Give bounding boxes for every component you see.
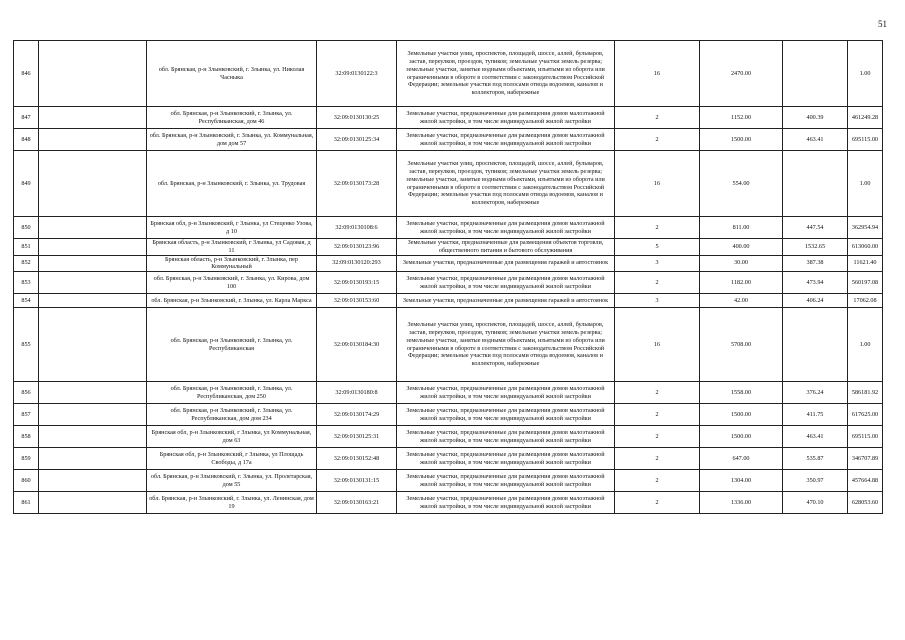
cadastral-number-cell: 32:09:0130173:28 [317,151,397,217]
land-use-cell: Земельные участки, предназначенные для размещения домов малоэтажной жилой застройки, в том числе индивидуальной жилой застройки [397,129,615,151]
area-cell: 42.00 [700,294,783,308]
area-cell: 554.00 [700,151,783,217]
cadastral-number-cell: 32:09:0130163:21 [317,492,397,514]
land-use-cell: Земельные участки, предназначенные для размещения гаражей и автостоянок [397,255,615,272]
table-body [14,41,883,514]
cadastral-number-cell: 32:09:0130122:3 [317,41,397,107]
cadastral-number-cell: 32:09:0130193:15 [317,272,397,294]
cadastral-number-cell: 32:09:0130131:15 [317,470,397,492]
row-number: 847 [14,107,39,129]
land-use-cell: Земельные участки, предназначенные для размещения домов малоэтажной жилой застройки, в том числе индивидуальной жилой застройки [397,404,615,426]
land-use-cell: Земельные участки, предназначенные для размещения домов малоэтажной жилой застройки, в том числе индивидуальной жилой застройки [397,426,615,448]
land-use-group-cell: 2 [615,272,700,294]
address-cell: Брянская обл, р-н Злынковский, г Злынка, ул Площадь Свободы, д 17а [147,448,317,470]
page-number: 51 [878,19,887,29]
blank-cell [39,492,147,514]
blank-cell [39,382,147,404]
table-row [14,294,883,308]
address-cell: Брянская область, р-н Злынковский, г. Злынка, пер Коммунальный [147,255,317,272]
area-cell: 1500.00 [700,129,783,151]
cadastral-cost-cell: 586181.92 [848,382,883,404]
area-cell: 1558.00 [700,382,783,404]
land-use-cell: Земельные участки улиц, проспектов, площадей, шоссе, аллей, бульваров, застав, переулков, проездов, тупиков; земельные участки земель резерва; земельные участки, занятые водными объектами, изъятыми из оборота или ограниченными в обороте в соответствии с законодательством Российской Федерации; земельные участки под полосами отвода водоемов, каналов и коллекторов, набережные [397,308,615,382]
cadastral-cost-cell: 560197.08 [848,272,883,294]
row-number: 849 [14,151,39,217]
row-number: 861 [14,492,39,514]
land-use-cell: Земельные участки, предназначенные для размещения объектов торговли, общественного питания и бытового обслуживания [397,239,615,256]
area-cell: 1500.00 [700,404,783,426]
address-cell: обл. Брянская, р-н Злынковский, г. Злынка, ул. Ленинская, дом 19 [147,492,317,514]
blank-cell [39,426,147,448]
table-row [14,426,883,448]
blank-cell [39,272,147,294]
row-number: 854 [14,294,39,308]
specific-value-cell: 350.97 [783,470,848,492]
table-row [14,272,883,294]
row-number: 860 [14,470,39,492]
blank-cell [39,217,147,239]
land-use-cell: Земельные участки, предназначенные для размещения домов малоэтажной жилой застройки, в том числе индивидуальной жилой застройки [397,448,615,470]
row-number: 857 [14,404,39,426]
blank-cell [39,470,147,492]
land-use-cell: Земельные участки, предназначенные для размещения домов малоэтажной жилой застройки, в том числе индивидуальной жилой застройки [397,272,615,294]
table-row [14,470,883,492]
address-cell: обл. Брянская, р-н Злынковский, г. Злынка, ул. Николая Часныка [147,41,317,107]
area-cell: 1336.00 [700,492,783,514]
land-use-group-cell: 2 [615,217,700,239]
specific-value-cell: 463.41 [783,129,848,151]
blank-cell [39,107,147,129]
land-use-group-cell: 16 [615,151,700,217]
table-row [14,107,883,129]
row-number: 855 [14,308,39,382]
table-row [14,448,883,470]
address-cell: обл. Брянская, р-н Злынковский, г. Злынка, ул. Трудовая [147,151,317,217]
land-use-cell: Земельные участки, предназначенные для размещения гаражей и автостоянок [397,294,615,308]
address-cell: обл. Брянская, р-н Злынковский, г. Злынка, ул. Кирова, дом 100 [147,272,317,294]
table-row [14,308,883,382]
address-cell: Брянская область, р-н Злынковский, г Злынка, ул Садовая, д 11 [147,239,317,256]
row-number: 846 [14,41,39,107]
cadastral-number-cell: 32:09:0130125:31 [317,426,397,448]
specific-value-cell: 447.54 [783,217,848,239]
land-use-cell: Земельные участки улиц, проспектов, площадей, шоссе, аллей, бульваров, застав, переулков, проездов, тупиков; земельные участки земель резерва; земельные участки, занятые водными объектами, изъятыми из оборота или ограниченными в обороте в соответствии с законодательством Российской Федерации; земельные участки под полосами отвода водоемов, каналов и коллекторов, набережные [397,151,615,217]
specific-value-cell [783,151,848,217]
land-use-cell: Земельные участки, предназначенные для размещения домов малоэтажной жилой застройки, в том числе индивидуальной жилой застройки [397,107,615,129]
cadastral-cost-cell: 1.00 [848,41,883,107]
area-cell: 1152.00 [700,107,783,129]
cadastral-number-cell: 32:09:0130130:25 [317,107,397,129]
land-use-group-cell: 2 [615,404,700,426]
row-number: 853 [14,272,39,294]
cadastral-cost-cell: 1.00 [848,308,883,382]
specific-value-cell [783,308,848,382]
row-number: 858 [14,426,39,448]
land-use-group-cell: 2 [615,448,700,470]
specific-value-cell: 400.39 [783,107,848,129]
cadastral-cost-cell: 613060.00 [848,239,883,256]
area-cell: 2470.00 [700,41,783,107]
table-row [14,239,883,256]
row-number: 851 [14,239,39,256]
specific-value-cell: 1532.65 [783,239,848,256]
cadastral-number-cell: 32:09:0130153:60 [317,294,397,308]
land-use-cell: Земельные участки, предназначенные для размещения домов малоэтажной жилой застройки, в том числе индивидуальной жилой застройки [397,217,615,239]
cadastral-cost-cell: 617625.00 [848,404,883,426]
land-use-group-cell: 16 [615,41,700,107]
address-cell: обл. Брянская, р-н Злынковский, г. Злынка, ул. Республиканская, дом 250 [147,382,317,404]
specific-value-cell: 387.38 [783,255,848,272]
cadastral-cost-cell: 695115.00 [848,426,883,448]
area-cell: 30.00 [700,255,783,272]
cadastral-number-cell: 32:09:0130125:34 [317,129,397,151]
address-cell: обл. Брянская, р-н Злынковский, г. Злынка, ул. Коммунальная, дом дом 57 [147,129,317,151]
address-cell: обл. Брянская, р-н Злынковский, г. Злынка, ул. Республиканская, дом дом 234 [147,404,317,426]
land-use-group-cell: 2 [615,492,700,514]
land-use-group-cell: 2 [615,470,700,492]
land-use-group-cell: 2 [615,129,700,151]
land-use-group-cell: 3 [615,255,700,272]
area-cell: 647.00 [700,448,783,470]
row-number: 848 [14,129,39,151]
address-cell: Брянская обл, р-н Злынковский, г Злынка, ул Стеценко Узова, д 10 [147,217,317,239]
land-use-group-cell: 2 [615,426,700,448]
blank-cell [39,404,147,426]
area-cell: 5708.00 [700,308,783,382]
cadastral-number-cell: 32:09:0130152:48 [317,448,397,470]
cadastral-cost-cell: 628053.60 [848,492,883,514]
table-row [14,129,883,151]
specific-value-cell: 411.75 [783,404,848,426]
cadastral-cost-cell: 17062.08 [848,294,883,308]
blank-cell [39,308,147,382]
specific-value-cell: 473.94 [783,272,848,294]
blank-cell [39,41,147,107]
table-row [14,382,883,404]
specific-value-cell: 463.41 [783,426,848,448]
address-cell: обл. Брянская, р-н Злынковский, г. Злынка, ул. Республиканская, дом 46 [147,107,317,129]
specific-value-cell [783,41,848,107]
specific-value-cell: 406.24 [783,294,848,308]
cadastral-number-cell: 32:09:0130174:29 [317,404,397,426]
area-cell: 1182.00 [700,272,783,294]
cadastral-cost-cell: 362954.94 [848,217,883,239]
row-number: 856 [14,382,39,404]
cadastral-cost-cell: 457664.88 [848,470,883,492]
blank-cell [39,448,147,470]
land-use-cell: Земельные участки улиц, проспектов, площадей, шоссе, аллей, бульваров, застав, переулков, проездов, тупиков; земельные участки земель резерва; земельные участки, занятые водными объектами, изъятыми из оборота или ограниченными в обороте в соответствии с законодательством Российской Федерации; земельные участки под полосами отвода водоемов, каналов и коллекторов, набережные [397,41,615,107]
area-cell: 400.00 [700,239,783,256]
specific-value-cell: 470.10 [783,492,848,514]
table-row [14,151,883,217]
cadastral-number-cell: 32:09:0130108:6 [317,217,397,239]
table-row [14,492,883,514]
table-row [14,217,883,239]
cadastral-cost-cell: 1.00 [848,151,883,217]
specific-value-cell: 376.24 [783,382,848,404]
blank-cell [39,294,147,308]
land-use-group-cell: 2 [615,107,700,129]
land-use-group-cell: 5 [615,239,700,256]
table-row [14,41,883,107]
cadastral-cost-cell: 11621.40 [848,255,883,272]
cadastral-number-cell: 32:09:0130184:30 [317,308,397,382]
blank-cell [39,255,147,272]
cadastral-number-cell: 32:09:0130120:293 [317,255,397,272]
land-use-group-cell: 16 [615,308,700,382]
area-cell: 1500.00 [700,426,783,448]
land-use-group-cell: 3 [615,294,700,308]
row-number: 852 [14,255,39,272]
cadastral-cost-cell: 346707.89 [848,448,883,470]
cadastral-number-cell: 32:09:0130123:96 [317,239,397,256]
area-cell: 1304.00 [700,470,783,492]
blank-cell [39,239,147,256]
address-cell: обл. Брянская, р-н Злынковский, г. Злынка, ул. Карла Маркса [147,294,317,308]
blank-cell [39,151,147,217]
area-cell: 811.00 [700,217,783,239]
row-number: 850 [14,217,39,239]
cadastral-cost-cell: 695115.00 [848,129,883,151]
table-row [14,255,883,272]
table-row [14,404,883,426]
address-cell: обл. Брянская, р-н Злынковский, г. Злынка, ул. Пролетарская, дом 55 [147,470,317,492]
row-number: 859 [14,448,39,470]
address-cell: обл. Брянская, р-н Злынковский, г. Злынка, ул. Республиканская [147,308,317,382]
cadastral-cost-cell: 461249.28 [848,107,883,129]
blank-cell [39,129,147,151]
cadastral-number-cell: 32:09:0130180:8 [317,382,397,404]
specific-value-cell: 535.87 [783,448,848,470]
land-use-cell: Земельные участки, предназначенные для размещения домов малоэтажной жилой застройки, в том числе индивидуальной жилой застройки [397,492,615,514]
land-use-group-cell: 2 [615,382,700,404]
land-use-cell: Земельные участки, предназначенные для размещения домов малоэтажной жилой застройки, в том числе индивидуальной жилой застройки [397,382,615,404]
address-cell: Брянская обл, р-н Злынковский, г Злынка, ул Коммунальная, дом 63 [147,426,317,448]
land-use-cell: Земельные участки, предназначенные для размещения домов малоэтажной жилой застройки, в том числе индивидуальной жилой застройки [397,470,615,492]
cadastral-registry-table [13,40,883,514]
